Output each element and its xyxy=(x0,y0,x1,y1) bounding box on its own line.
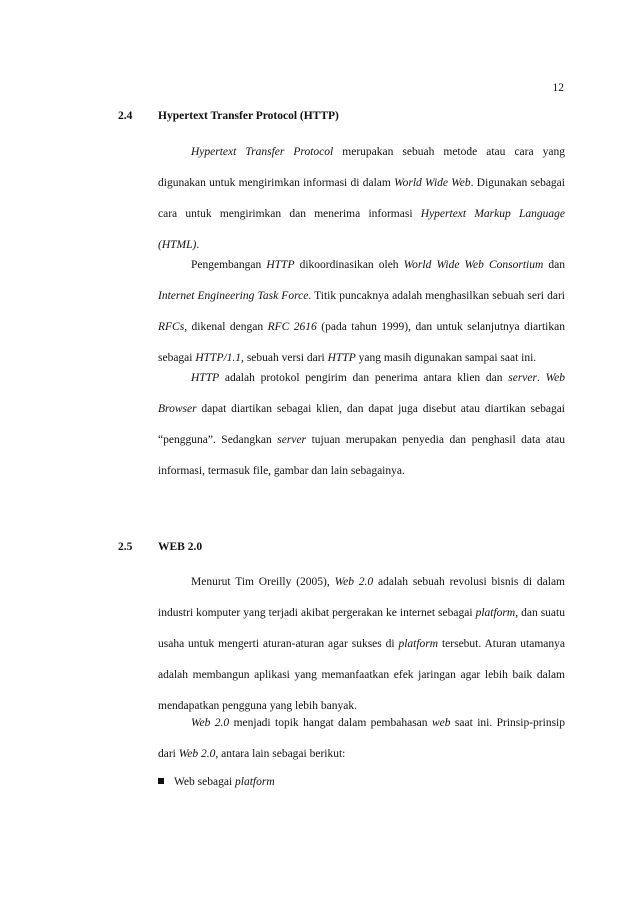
section-number: 2.4 xyxy=(118,110,133,122)
text-run: Web sebagai xyxy=(174,776,236,788)
paragraph xyxy=(158,137,565,261)
text-run: Pengembangan xyxy=(191,259,267,271)
section-title: Hypertext Transfer Protocol (HTTP) xyxy=(158,110,339,122)
italic-text-run: Web 2.0 xyxy=(178,748,216,760)
paragraph xyxy=(158,363,565,487)
italic-text-run: Web Browser xyxy=(158,372,565,415)
text-run: Menurut Tim Oreilly (2005), xyxy=(191,576,335,588)
paragraph xyxy=(158,250,565,374)
italic-text-run: platform xyxy=(235,776,275,788)
italic-text-run: HTTP xyxy=(327,352,356,364)
text-run: adalah protokol pengirim dan penerima antara klien dan xyxy=(219,372,509,384)
italic-text-run: HTTP/1.1, xyxy=(195,352,244,364)
list-item-text xyxy=(174,776,275,788)
text-run: (pada tahun 1999), dan untuk selanjutnya diartikan sebagai xyxy=(158,321,565,364)
text-run: dikoordinasikan oleh xyxy=(294,259,404,271)
list-item xyxy=(158,776,275,788)
section-number: 2.5 xyxy=(118,541,133,553)
text-run: sebuah versi dari xyxy=(243,352,328,364)
text-run: dikenal dengan xyxy=(187,321,268,333)
text-run: dapat diartikan sebagai klien, dan dapat juga disebut atau diartikan sebagai “pengguna”. Sedangkan xyxy=(158,403,565,446)
text-run: menjadi topik hangat dalam pembahasan xyxy=(229,717,432,729)
section-heading-2-4 xyxy=(118,110,339,122)
text-run: . xyxy=(196,239,200,251)
italic-text-run: server xyxy=(277,434,307,446)
italic-text-run: Internet Engineering Task Force xyxy=(158,290,309,302)
italic-text-run: Hypertext Transfer Protocol xyxy=(191,146,334,158)
text-run: . xyxy=(537,372,546,384)
italic-text-run: Web 2.0 xyxy=(191,717,230,729)
section-title: WEB 2.0 xyxy=(158,541,203,553)
section-heading-2-5 xyxy=(118,541,202,553)
text-run: , antara lain sebagai berikut: xyxy=(215,748,346,760)
italic-text-run: RFC 2616 xyxy=(267,321,317,333)
text-run: merupakan sebuah metode atau cara yang digunakan untuk mengirimkan informasi di dalam xyxy=(158,146,565,189)
italic-text-run: Hypertext Markup Language (HTML) xyxy=(158,208,565,251)
text-run: tujuan merupakan penyedia dan penghasil data atau informasi, termasuk file, gambar dan lain sebagainya. xyxy=(158,434,565,477)
italic-text-run: HTTP xyxy=(266,259,295,271)
italic-text-run: RFCs, xyxy=(158,321,188,333)
text-run: yang masih digunakan sampai saat ini. xyxy=(355,352,537,364)
italic-text-run: platform xyxy=(475,607,516,619)
square-bullet-icon xyxy=(158,778,164,784)
text-run: . Titik puncaknya adalah menghasilkan sebuah seri dari xyxy=(308,290,565,302)
italic-text-run: Web 2.0 xyxy=(334,576,374,588)
text-run: saat ini. Prinsip-prinsip dari xyxy=(158,717,565,760)
italic-text-run: web xyxy=(431,717,451,729)
text-run: dan xyxy=(543,259,566,271)
italic-text-run: server xyxy=(508,372,537,384)
page-number: 12 xyxy=(552,82,564,94)
italic-text-run: platform xyxy=(398,638,439,650)
italic-text-run: World Wide Web Consortium xyxy=(403,259,544,271)
text-run: adalah sebuah revolusi bisnis di dalam industri komputer yang terjadi akibat pergerakan ke internet sebagai xyxy=(158,576,565,619)
text-run: , dan suatu usaha untuk mengerti aturan-aturan agar sukses di xyxy=(158,607,565,650)
paragraph xyxy=(158,567,565,722)
text-run: . Digunakan sebagai cara untuk mengirimkan dan menerima informasi xyxy=(158,177,565,220)
paragraph xyxy=(158,708,565,770)
italic-text-run: HTTP xyxy=(191,372,220,384)
text-run: tersebut. Aturan utamanya adalah membangun aplikasi yang memanfaatkan efek jaringan agar lebih baik dalam mendapatkan pengguna yang lebih banyak. xyxy=(158,638,566,712)
italic-text-run: World Wide Web xyxy=(394,177,471,189)
